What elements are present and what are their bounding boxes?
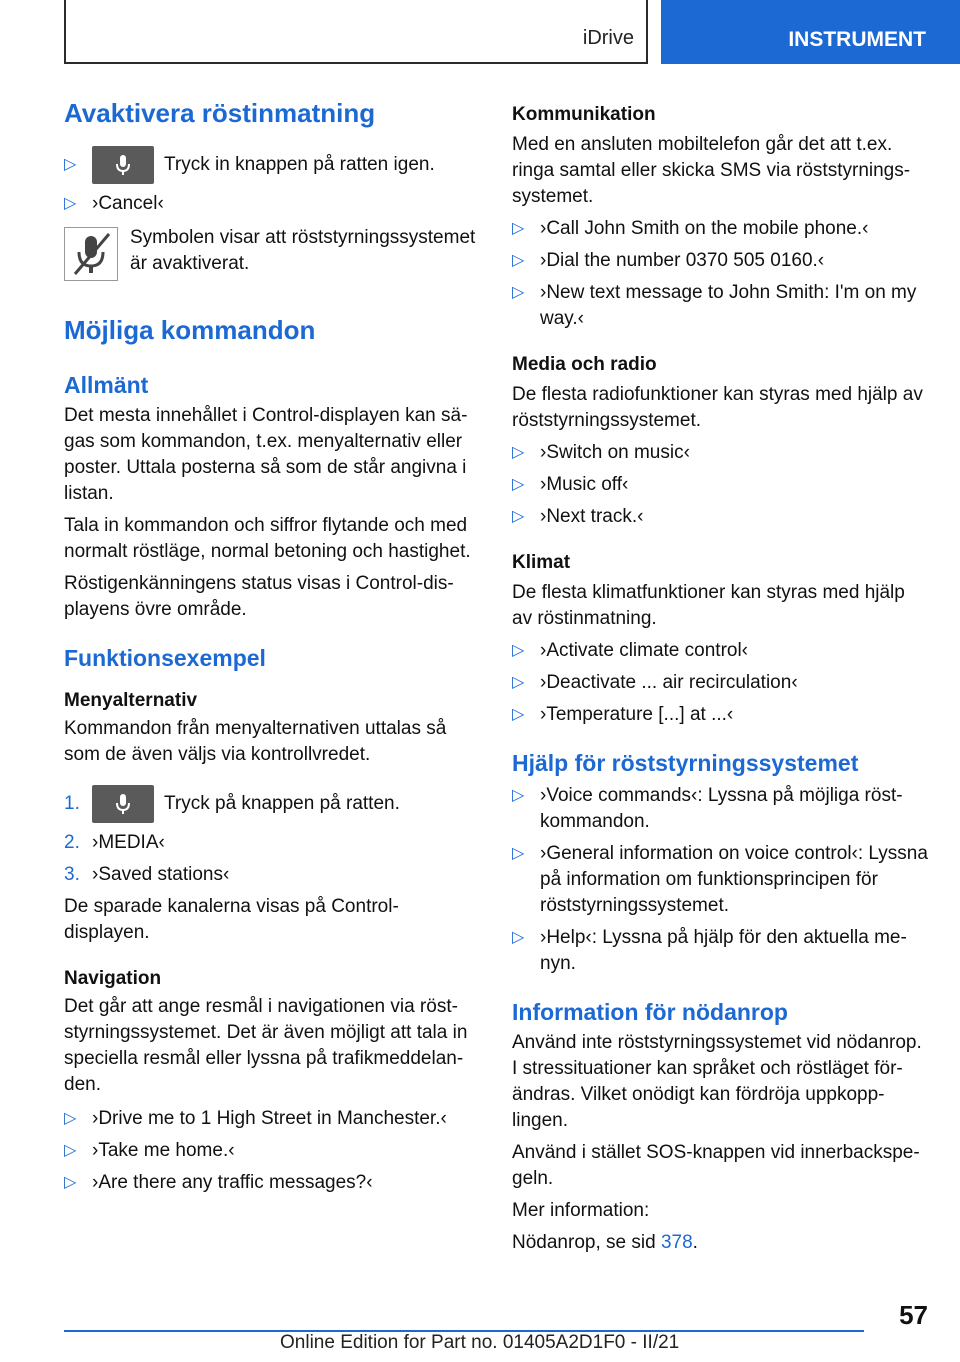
triangle-icon: ▷ (64, 195, 77, 212)
header-tab-instrument[interactable]: INSTRUMENT (661, 0, 960, 64)
heading-deactivate: Avaktivera röstinmatning (64, 98, 376, 128)
header-section: iDrive (582, 27, 634, 49)
list-item (512, 841, 928, 919)
list-item (64, 191, 480, 217)
list-item (512, 248, 928, 274)
list-item-text: ›Voice commands‹: Lyssna på möjliga röst-kommandon. (540, 785, 903, 832)
heading-communication: Kommunikation (512, 104, 656, 125)
list-item (64, 862, 480, 888)
list-item-text: ›Are there any traffic messages?‹ (92, 1172, 373, 1193)
step-text: ›MEDIA‹ (92, 832, 165, 853)
list-item (512, 280, 928, 332)
heading-help: Hjälp för röststyrningssystemet (512, 750, 859, 776)
heading-general: Allmänt (64, 372, 149, 398)
list-item (512, 638, 928, 664)
page-number: 57 (899, 1300, 928, 1330)
heading-possible-commands: Möjliga kommandon (64, 315, 316, 345)
communication-list (512, 216, 928, 332)
emergency-paragraph-2: Använd i stället SOS-knappen vid innerbackspe-geln. (512, 1142, 920, 1189)
voice-button-icon (92, 785, 154, 823)
communication-paragraph: Med en ansluten mobiltelefon går det att t.ex. ringa samtal eller skicka SMS via röststyrnings-systemet. (512, 134, 911, 207)
page-link[interactable]: 378 (660, 1232, 693, 1253)
climate-list (512, 638, 928, 728)
triangle-icon: ▷ (512, 674, 525, 691)
step-number: 2. (64, 832, 80, 853)
triangle-icon: ▷ (64, 1142, 77, 1159)
list-item (64, 1138, 480, 1164)
left-column (64, 98, 480, 1196)
step-number: 1. (64, 793, 80, 814)
step-text: ›Saved stations‹ (92, 864, 230, 885)
symbol-description: Symbolen visar att röststyrningssystemet är avaktiverat. (130, 227, 476, 274)
list-item (512, 504, 928, 530)
list-item (64, 830, 480, 856)
list-item-text: Tryck in knappen på ratten igen. (164, 154, 435, 175)
list-item (512, 783, 928, 835)
menu-paragraph: Kommandon från menyalternativen uttalas så som de även väljs via kontrollvredet. (64, 718, 447, 765)
list-item (512, 925, 928, 977)
triangle-icon: ▷ (512, 476, 525, 493)
heading-media: Media och radio (512, 354, 657, 375)
list-item-text: ›Music off‹ (540, 474, 629, 495)
heading-examples: Funktionsexempel (64, 645, 266, 671)
emergency-paragraph-3: Mer information: (512, 1200, 650, 1221)
triangle-icon: ▷ (512, 642, 525, 659)
list-item-text: ›Switch on music‹ (540, 442, 690, 463)
triangle-icon: ▷ (64, 1174, 77, 1191)
general-paragraph-2: Tala in kommandon och siffror flytande och med normalt röstläge, normal betoning och hastighet. (64, 515, 471, 562)
list-item (64, 1106, 480, 1132)
list-item (512, 702, 928, 728)
triangle-icon: ▷ (512, 787, 525, 804)
list-item (512, 472, 928, 498)
step-number: 3. (64, 864, 80, 885)
list-item (64, 784, 480, 824)
list-item-text: ›New text message to John Smith: I'm on my way.‹ (540, 282, 917, 329)
media-paragraph: De flesta radiofunktioner kan styras med hjälp av röststyrningssystemet. (512, 384, 923, 431)
list-item-text: ›Drive me to 1 High Street in Manchester.‹ (92, 1108, 447, 1129)
footer-edition: Online Edition for Part no. 01405A2D1F0 - II/21 (280, 1332, 680, 1353)
triangle-icon: ▷ (512, 706, 525, 723)
navigation-list (64, 1106, 480, 1196)
header-frame (64, 0, 648, 64)
emergency-paragraph-1: Använd inte röststyrningssystemet vid nödanrop. I stressituationer kan språket och röstläget för-ändras. Vilket onödigt kan fördröja uppkopp-lingen. (512, 1032, 922, 1131)
list-item (512, 216, 928, 242)
list-item (512, 440, 928, 466)
step-text: Tryck på knappen på ratten. (164, 793, 400, 814)
emergency-paragraph-4 (512, 1230, 928, 1256)
heading-menu: Menyalternativ (64, 690, 198, 711)
deactivate-list (64, 145, 480, 217)
triangle-icon: ▷ (512, 929, 525, 946)
media-list (512, 440, 928, 530)
triangle-icon: ▷ (512, 845, 525, 862)
voice-button-icon (92, 146, 154, 184)
list-item-text: ›Cancel‹ (92, 193, 164, 214)
triangle-icon: ▷ (64, 1110, 77, 1127)
list-item-text: ›Help‹: Lyssna på hjälp för den aktuella me-nyn. (540, 927, 907, 974)
triangle-icon: ▷ (512, 508, 525, 525)
list-item-text: ›General information on voice control‹: Lyssna på information om funktionsprincipen för röststyrningssystemet. (540, 843, 928, 916)
triangle-icon: ▷ (512, 284, 525, 301)
list-item-text: ›Deactivate ... air recirculation‹ (540, 672, 798, 693)
list-item-text: ›Take me home.‹ (92, 1140, 235, 1161)
heading-emergency: Information för nödanrop (512, 999, 788, 1025)
list-item-text: ›Call John Smith on the mobile phone.‹ (540, 218, 869, 239)
list-item-text: ›Dial the number 0370 505 0160.‹ (540, 250, 825, 271)
climate-paragraph: De flesta klimatfunktioner kan styras med hjälp av röstinmatning. (512, 582, 905, 629)
reference-suffix: . (692, 1232, 698, 1253)
mic-off-icon (64, 227, 118, 281)
triangle-icon: ▷ (64, 156, 77, 173)
list-item (64, 145, 480, 185)
help-list (512, 783, 928, 977)
triangle-icon: ▷ (512, 220, 525, 237)
list-item-text: ›Temperature [...] at ...‹ (540, 704, 734, 725)
menu-steps (64, 784, 480, 888)
navigation-paragraph: Det går att ange resmål i navigationen via röst-styrningssystemet. Det är även möjligt att tala in speciella resmål eller lyssna på trafikmeddelan-den. (64, 996, 468, 1095)
heading-climate: Klimat (512, 552, 571, 573)
triangle-icon: ▷ (512, 444, 525, 461)
symbol-row (64, 225, 480, 287)
general-paragraph-1: Det mesta innehållet i Control-displayen kan sä-gas som kommandon, t.ex. menyalternativ eller poster. Uttala posterna så som de står angivna i listan. (64, 405, 468, 504)
right-column (512, 104, 928, 1256)
general-paragraph-3: Röstigenkänningens status visas i Control-dis-playens övre område. (64, 573, 454, 620)
reference-prefix: Nödanrop, se sid (512, 1232, 656, 1253)
heading-navigation: Navigation (64, 968, 162, 989)
menu-result: De sparade kanalerna visas på Control-displayen. (64, 896, 399, 943)
list-item (512, 670, 928, 696)
list-item-text: ›Activate climate control‹ (540, 640, 749, 661)
list-item-text: ›Next track.‹ (540, 506, 644, 527)
list-item (64, 1170, 480, 1196)
triangle-icon: ▷ (512, 252, 525, 269)
